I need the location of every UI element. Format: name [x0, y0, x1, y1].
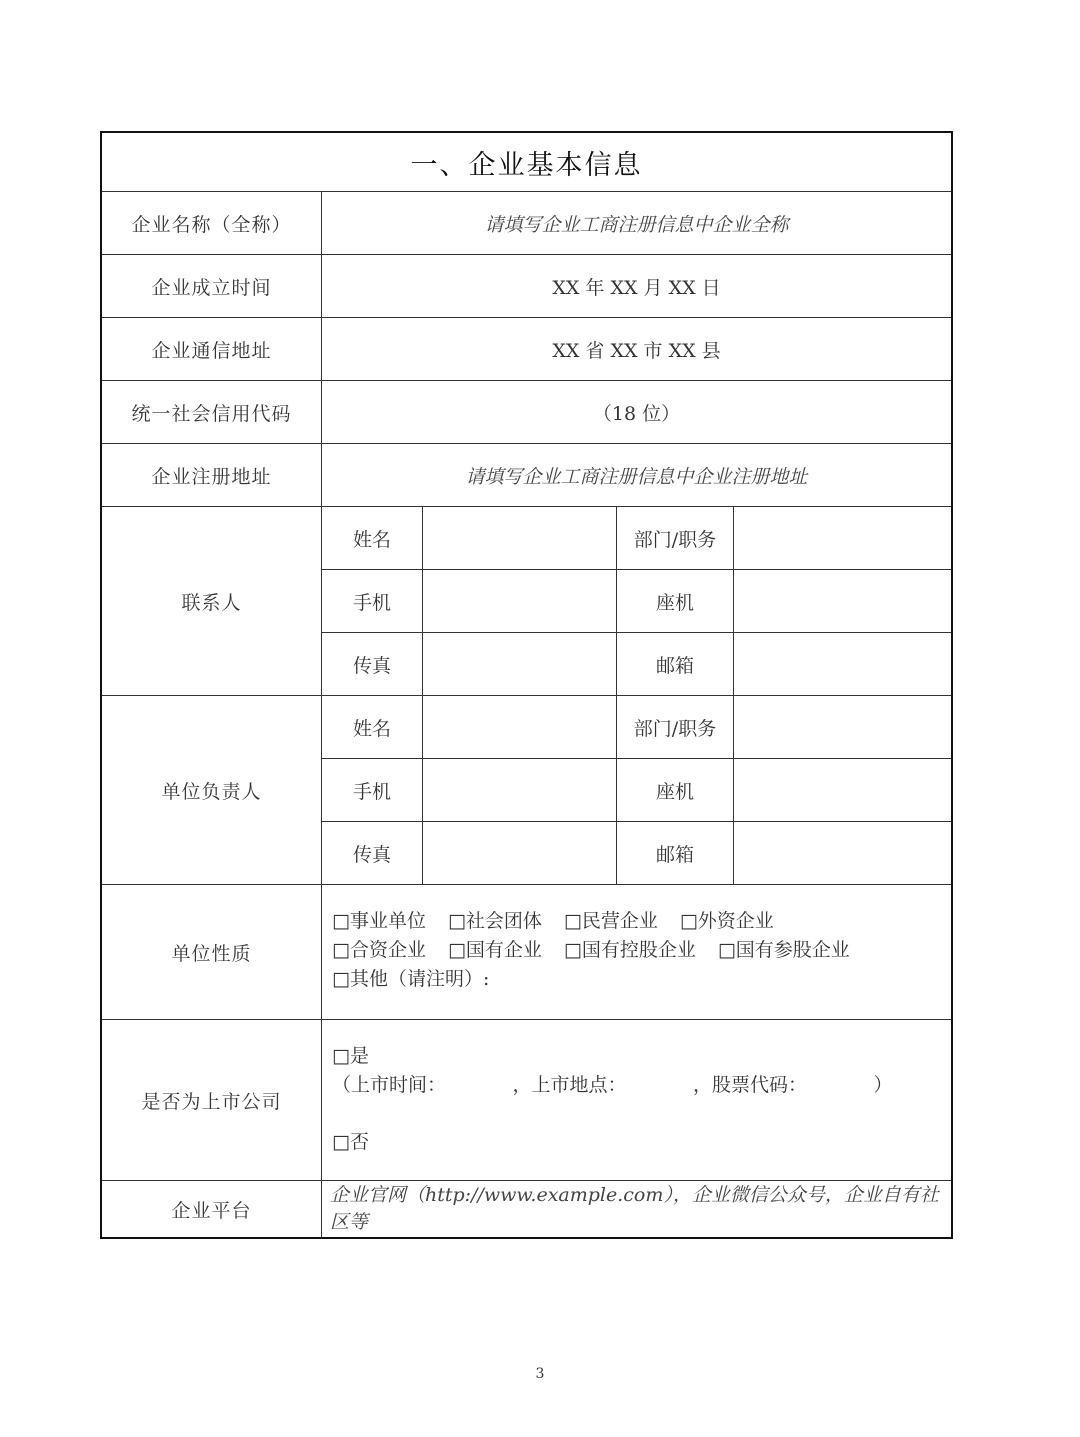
contact-dept-field[interactable]	[734, 507, 951, 569]
checkbox-option[interactable]: □国有企业	[447, 939, 542, 961]
checkbox-yes[interactable]: □是	[332, 1045, 369, 1067]
platform-field[interactable]: 企业官网（http://www.example.com），企业微信公众号，企业自有社区等	[330, 1184, 939, 1233]
registered-address-field[interactable]: 请填写企业工商注册信息中企业注册地址	[465, 465, 808, 488]
head-group	[102, 695, 951, 884]
head-fax-field[interactable]	[423, 822, 617, 884]
contact-mobile-field[interactable]	[423, 570, 617, 632]
row-nature	[102, 884, 951, 1019]
checkbox-option[interactable]: □民营企业	[563, 910, 658, 932]
nature-label: 单位性质	[102, 885, 322, 1019]
listed-label: 是否为上市公司	[102, 1020, 322, 1180]
credit-code-field[interactable]: （18 位）	[592, 402, 681, 425]
head-dept-field[interactable]	[734, 696, 951, 758]
listing-detail: （上市时间： ，上市地点： ，股票代码： ）	[332, 1074, 893, 1096]
head-label: 单位负责人	[102, 696, 322, 884]
label: 部门/职务	[617, 696, 734, 758]
row-address	[102, 317, 951, 380]
label: 企业名称（全称）	[102, 192, 322, 254]
company-name-field[interactable]: 请填写企业工商注册信息中企业全称	[484, 213, 789, 236]
head-email-field[interactable]	[734, 822, 951, 884]
head-name-field[interactable]	[423, 696, 617, 758]
label: 座机	[617, 759, 734, 821]
label: 邮箱	[617, 633, 734, 695]
platform-label: 企业平台	[102, 1181, 322, 1237]
page-number: 3	[535, 1366, 545, 1382]
label: 手机	[322, 759, 423, 821]
row-registered-address	[102, 443, 951, 506]
contact-name-field[interactable]	[423, 507, 617, 569]
row-credit-code	[102, 380, 951, 443]
contact-group	[102, 506, 951, 695]
checkbox-option[interactable]: □社会团体	[447, 910, 542, 932]
contact-label: 联系人	[102, 507, 322, 695]
checkbox-option[interactable]: □合资企业	[332, 939, 426, 961]
enterprise-info-table	[100, 131, 953, 1239]
label: 部门/职务	[617, 507, 734, 569]
row-listed	[102, 1019, 951, 1180]
label: 企业注册地址	[102, 444, 322, 506]
checkbox-option[interactable]: □其他（请注明）:	[332, 968, 490, 990]
address-field[interactable]: XX 省 XX 市 XX 县	[552, 339, 721, 362]
label: 传真	[322, 822, 423, 884]
label: 姓名	[322, 507, 423, 569]
label: 企业通信地址	[102, 318, 322, 380]
row-platform	[102, 1180, 951, 1237]
contact-email-field[interactable]	[734, 633, 951, 695]
checkbox-option[interactable]: □国有参股企业	[717, 939, 850, 961]
checkbox-no[interactable]: □否	[332, 1131, 369, 1153]
nature-options	[322, 885, 951, 1019]
label: 企业成立时间	[102, 255, 322, 317]
table-title: 一、企业基本信息	[410, 149, 643, 181]
row-company-name	[102, 191, 951, 254]
label: 传真	[322, 633, 423, 695]
listed-options	[322, 1020, 951, 1180]
contact-phone-field[interactable]	[734, 570, 951, 632]
label: 座机	[617, 570, 734, 632]
head-phone-field[interactable]	[734, 759, 951, 821]
established-date-field[interactable]: XX 年 XX 月 XX 日	[552, 276, 721, 299]
row-established	[102, 254, 951, 317]
checkbox-option[interactable]: □国有控股企业	[563, 939, 696, 961]
contact-fax-field[interactable]	[423, 633, 617, 695]
label: 姓名	[322, 696, 423, 758]
checkbox-option[interactable]: □外资企业	[679, 910, 774, 932]
head-mobile-field[interactable]	[423, 759, 617, 821]
checkbox-option[interactable]: □事业单位	[332, 910, 426, 932]
label: 邮箱	[617, 822, 734, 884]
label: 统一社会信用代码	[102, 381, 322, 443]
label: 手机	[322, 570, 423, 632]
